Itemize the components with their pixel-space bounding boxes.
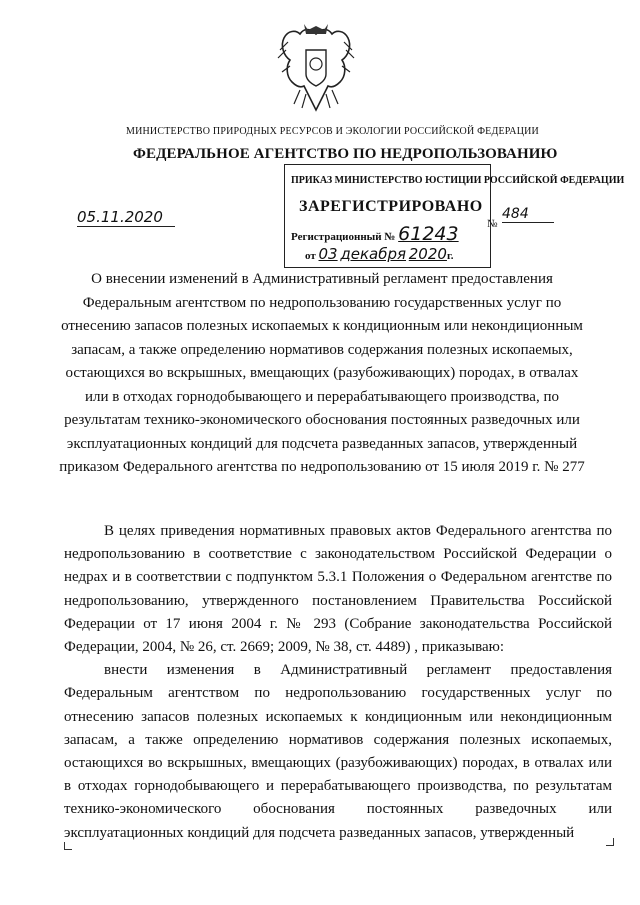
body-paragraph-1: В целях приведения нормативных правовых актов Федерального агентства по недропользованию в соответствие с законодательством Российской Федерации о недрах и в соответствии с подпунктом 5.3.1 Положения о Федеральном агентстве по недропользованию, утвержденного постановлением Правительства Российской Федерации от 17 июня 2004 г. № 293 (Собрание законодательства Российской Федерации, 2004, № 26, ст. 2669; 2009, № 38, ст. 4489) , приказываю:: [64, 523, 612, 656]
scan-corner-mark-right: [606, 838, 614, 846]
stamp-reg-number: 61243: [398, 223, 459, 245]
stamp-registered: ЗАРЕГИСТРИРОВАНО: [299, 198, 483, 215]
order-number: 484: [502, 206, 554, 223]
stamp-date-year: 2020: [408, 245, 447, 263]
agency-name: ФЕДЕРАЛЬНОЕ АГЕНТСТВО ПО НЕДРОПОЛЬЗОВАНИЮ: [133, 146, 558, 162]
stamp-ministry: МИНИСТЕРСТВО ЮСТИЦИИ РОССИЙСКОЙ ФЕДЕРАЦИИ: [334, 175, 625, 186]
coat-of-arms-emblem: [270, 20, 362, 118]
stamp-date-month: декабря: [340, 245, 407, 263]
stamp-reg-label: Регистрационный №: [291, 231, 396, 243]
order-number-sign: №: [487, 218, 498, 230]
document-title: О внесении изменений в Административный регламент предоставления Федеральным агентством по недропользованию государственных услуг по отнесению запасов полезных ископаемых к кондиционным или некондиционным запасам, а также определению нормативов содержания полезных ископаемых, остающихся во вскрышных, вмещающих (разубоживающих) породах, в отвалах или в отходах горнодобывающего и перерабатывающего производства, по результатам технико-экономического обоснования постоянных разведочных или эксплуатационных кондиций для подсчета разведанных запасов, утвержденный приказом Федерального агентства по недропользованию от 15 июля 2019 г. № 277: [59, 271, 585, 475]
body-paragraph-2: внести изменения в Административный регламент предоставления Федеральным агентством по недропользованию государственных услуг по отнесению запасов полезных ископаемых к кондиционным или некондиционным запасам, а также определению нормативов содержания полезных ископаемых, остающихся во вскрышных, вмещающих (разубоживающих) породах, в отвалах или в отходах горнодобывающего и перерабатывающего производства, по результатам технико-экономического обоснования постоянных разведочных или эксплуатационных кондиций для подсчета разведанных запасов, утвержденный: [64, 662, 612, 841]
order-heading: ПРИКАЗ: [291, 175, 333, 186]
stamp-date-day: 03: [318, 245, 338, 263]
ministry-name: МИНИСТЕРСТВО ПРИРОДНЫХ РЕСУРСОВ И ЭКОЛОГИИ РОССИЙСКОЙ ФЕДЕРАЦИИ: [126, 126, 539, 137]
order-date: 05.11.2020: [77, 208, 175, 227]
stamp-date-suffix: г.: [446, 250, 454, 262]
document-body: [64, 520, 612, 845]
scan-corner-mark-left: [64, 842, 72, 850]
stamp-date-from: от: [305, 250, 316, 262]
